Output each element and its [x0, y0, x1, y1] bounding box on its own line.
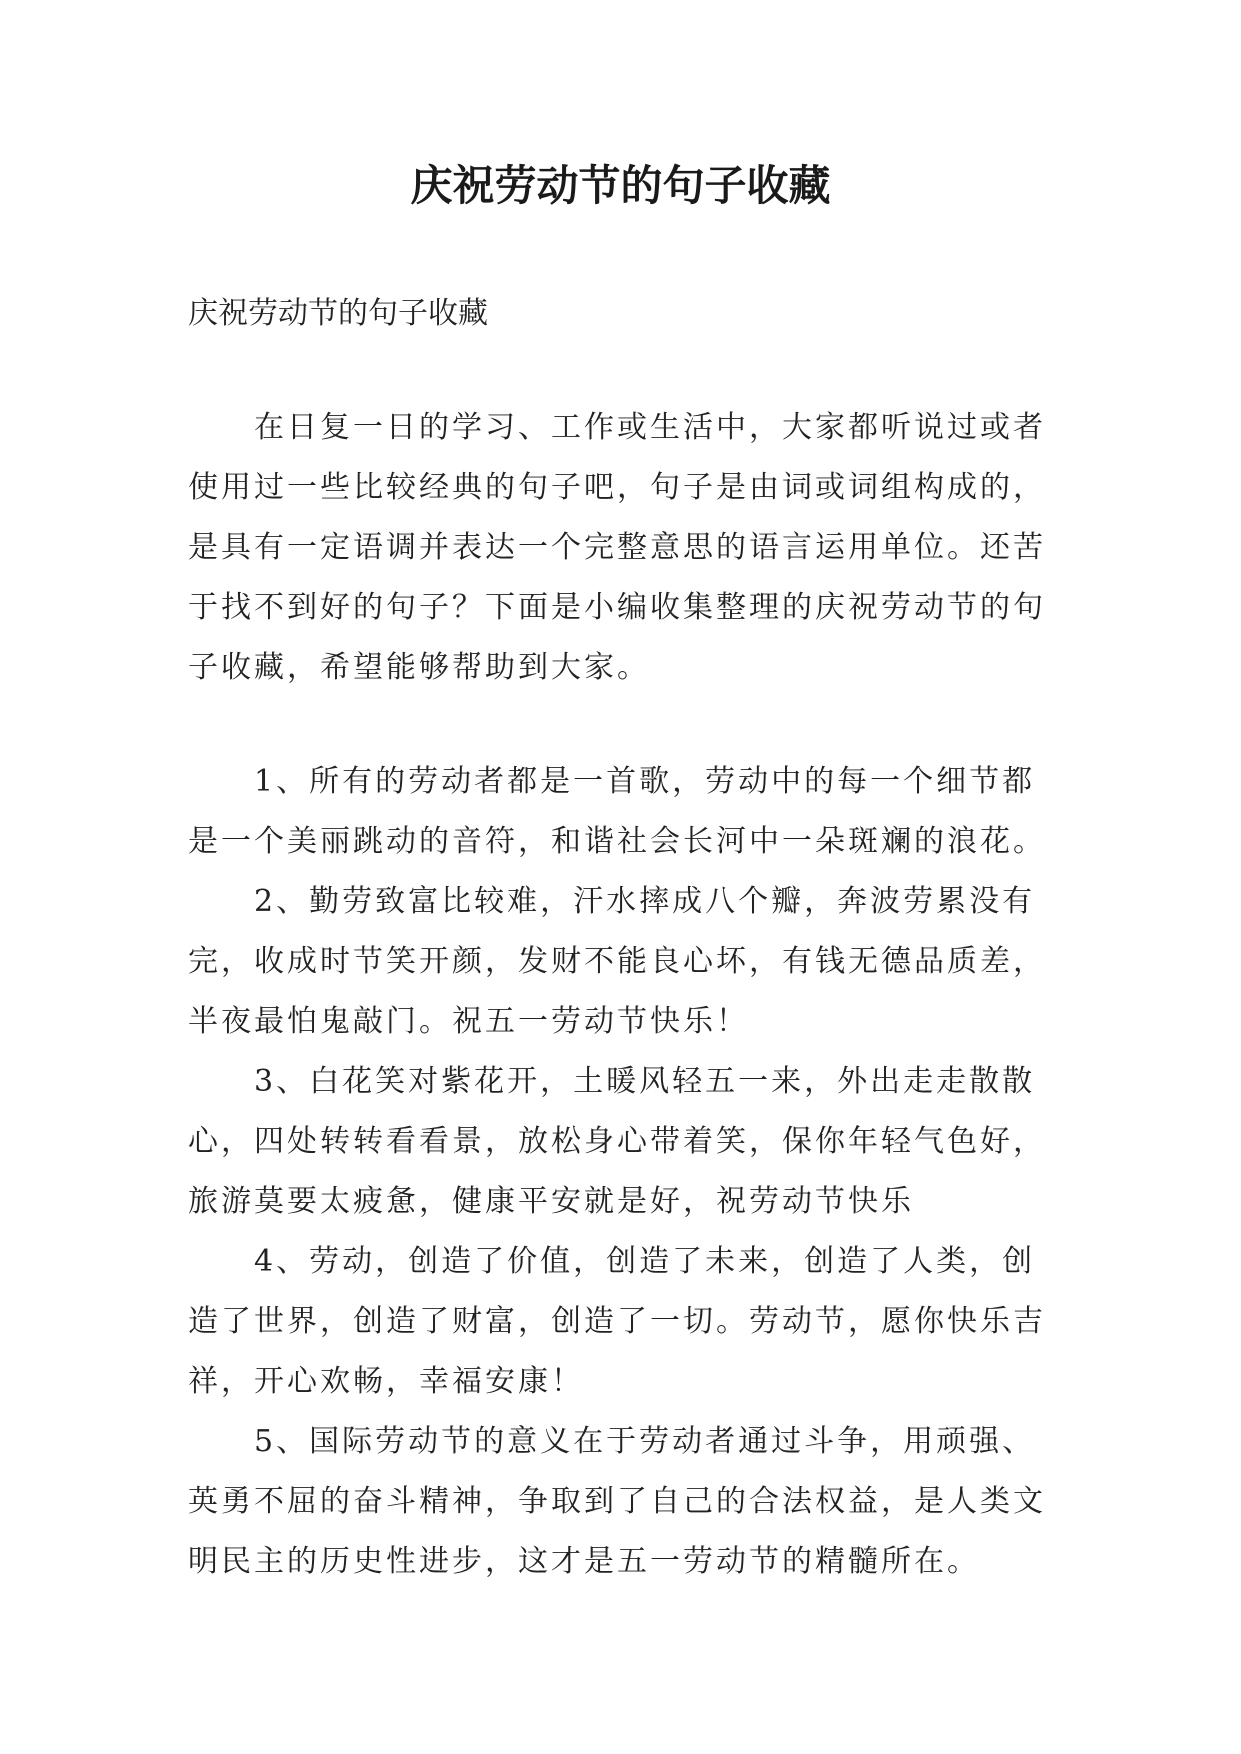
intro-paragraph: 在日复一日的学习、工作或生活中，大家都听说过或者使用过一些比较经典的句子吧，句子是由词或词组构成的，是具有一定语调并表达一个完整意思的语言运用单位。还苦于找不到好的句子？下面是小编收集整理的庆祝劳动节的句子收藏，希望能够帮助到大家。 — [188, 410, 1046, 685]
list-item: 5、国际劳动节的意义在于劳动者通过斗争，用顽强、英勇不屈的奋斗精神，争取到了自己的合法权益，是人类文明民主的历史性进步，这才是五一劳动节的精髓所在。 — [188, 1424, 1046, 1579]
document-title: 庆祝劳动节的句子收藏 — [410, 161, 831, 210]
list-item: 4、劳动，创造了价值，创造了未来，创造了人类，创造了世界，创造了财富，创造了一切。劳动节，愿你快乐吉祥，开心欢畅，幸福安康！ — [188, 1244, 1046, 1399]
intro-section — [188, 398, 1058, 698]
list-item: 3、白花笑对紫花开，土暖风轻五一来，外出走走散散心，四处转转看看景，放松身心带着笑，保你年轻气色好，旅游莫要太疲惫，健康平安就是好，祝劳动节快乐 — [188, 1064, 1046, 1219]
list-item: 1、所有的劳动者都是一首歌，劳动中的每一个细节都是一个美丽跳动的音符，和谐社会长河中一朵斑斓的浪花。 — [188, 764, 1046, 859]
list-item: 2、勤劳致富比较难，汗水摔成八个瓣，奔波劳累没有完，收成时节笑开颜，发财不能良心坏，有钱无德品质差，半夜最怕鬼敲门。祝五一劳动节快乐！ — [188, 884, 1046, 1039]
sentence-list — [188, 752, 1058, 1592]
document-subtitle: 庆祝劳动节的句子收藏 — [188, 296, 488, 331]
